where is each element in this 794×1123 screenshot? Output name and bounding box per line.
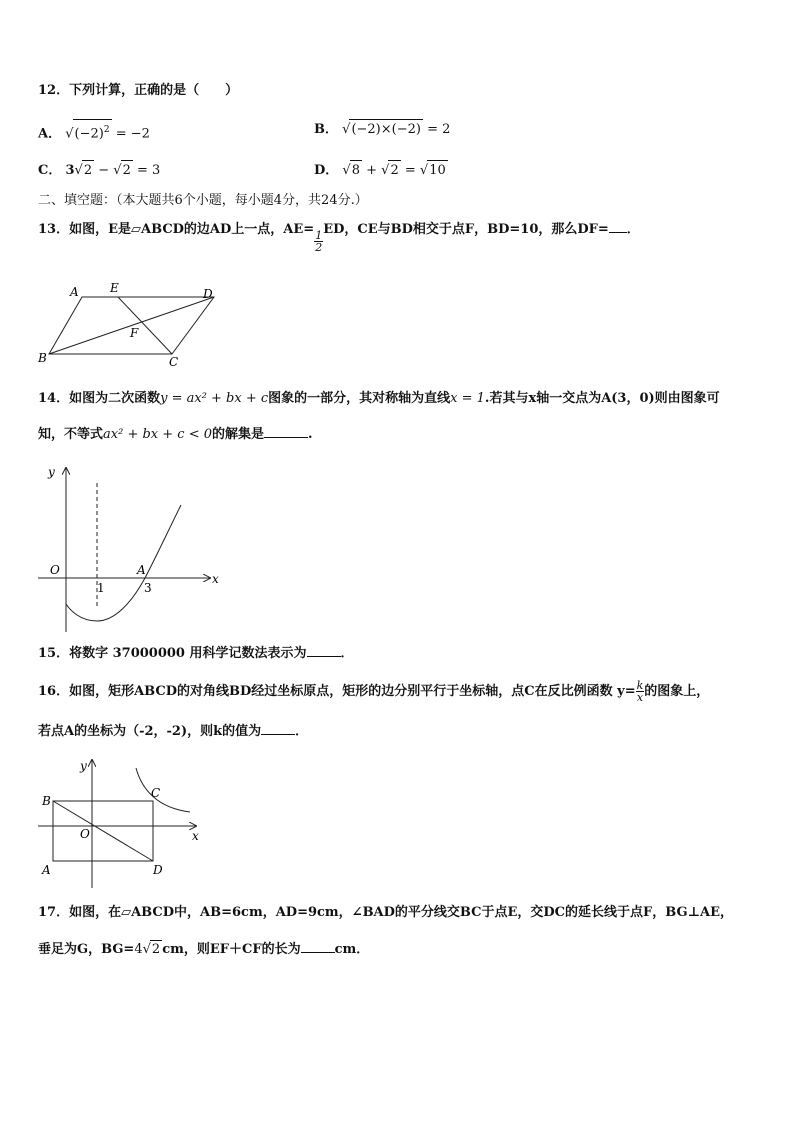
q14-text-f: . bbox=[308, 427, 313, 442]
label-d: D bbox=[153, 863, 163, 877]
radicand: 2 bbox=[151, 942, 161, 957]
radicand: 2 bbox=[388, 160, 400, 181]
q15-text: 15．将数字 37000000 用科学记数法表示为 bbox=[38, 646, 307, 661]
section-title: 二、填空题：（本大题共6个小题，每小题4分，共24分.） bbox=[38, 193, 368, 208]
q16-text-a: 16．如图，矩形ABCD的对角线BD经过坐标原点，矩形的边分别平行于坐标轴，点C在反比例函数 y= bbox=[38, 684, 636, 699]
q17-text-c: cm． bbox=[334, 942, 370, 957]
q17-line1: 17．如图，在▱ABCD中，AB=6cm，AD=9cm，∠BAD的平分线交BC于点E，交DC的延长线于点F，BG⊥AE， bbox=[38, 905, 734, 920]
q17-line2: 垂足为G，BG=4√2 cm，则EF＋CF的长为 cm． bbox=[38, 942, 370, 957]
label-b: B bbox=[42, 794, 51, 808]
inequality: ax² + bx + c < 0 bbox=[103, 427, 212, 442]
label-f: F bbox=[130, 326, 139, 340]
label-x: x bbox=[212, 572, 219, 586]
q13-stem-part1: 13．如图，E是▱ABCD的边AD上一点，AE= bbox=[38, 222, 315, 237]
answer-blank[interactable] bbox=[301, 952, 335, 953]
operator: − bbox=[94, 163, 114, 178]
equals: = bbox=[400, 163, 420, 178]
label-d: D bbox=[203, 287, 213, 301]
exponent: 2 bbox=[103, 125, 110, 135]
radicand: (−2)×(−2) bbox=[349, 119, 423, 140]
label-e: E bbox=[110, 281, 119, 295]
radicand: 8 bbox=[350, 160, 362, 181]
option-b-rest: = 2 bbox=[422, 122, 451, 137]
label-b: B bbox=[38, 351, 47, 365]
q17-text-b: cm，则EF＋CF的长为 bbox=[162, 942, 301, 957]
coefficient: 4 bbox=[134, 942, 143, 957]
q12-option-b[interactable]: B． √(−2)×(−2) = 2 bbox=[314, 119, 450, 140]
frac-denominator: x bbox=[636, 691, 644, 704]
label-a: A bbox=[137, 563, 146, 577]
q16-text-b: 的图象上， bbox=[644, 684, 710, 699]
operator: + bbox=[362, 163, 382, 178]
option-a-rest: = −2 bbox=[111, 126, 150, 142]
radicand: 2 bbox=[121, 160, 133, 181]
label-y: y bbox=[80, 759, 87, 773]
label-x: x bbox=[192, 829, 199, 843]
q14-text-b: 图象的一部分，其对称轴为直线 bbox=[268, 391, 451, 406]
q17-text-a: 垂足为G，BG= bbox=[38, 942, 135, 957]
coefficient: 3 bbox=[65, 163, 75, 178]
q13-stem-part2: ED，CE与BD相交于点F，BD=10，那么DF= bbox=[323, 222, 609, 237]
q12-stem: 12．下列计算，正确的是（ ） bbox=[38, 83, 239, 98]
option-label: B． bbox=[314, 122, 338, 137]
radicand: (−2) bbox=[74, 126, 104, 142]
hyperbola-branch bbox=[136, 768, 190, 812]
radicand: 10 bbox=[427, 160, 448, 181]
q14-text-a: 14．如图为二次函数 bbox=[38, 391, 161, 406]
q15-end: ． bbox=[340, 646, 354, 661]
label-c: C bbox=[151, 786, 161, 800]
diagonal-bd bbox=[53, 801, 153, 861]
q13-stem-end: ． bbox=[626, 222, 640, 237]
q14-text-e: 的解集是 bbox=[212, 427, 265, 442]
frac-numerator: k bbox=[636, 679, 644, 692]
quadratic-function: y = ax² + bx + c bbox=[160, 391, 269, 406]
q16-text-c: 若点A的坐标为（-2，-2)，则k的值为 bbox=[38, 724, 262, 739]
label-origin: O bbox=[80, 827, 90, 841]
label-c: C bbox=[169, 355, 179, 369]
q14-text-d: 知，不等式 bbox=[38, 427, 104, 442]
tick-3: 3 bbox=[144, 581, 152, 595]
q12-option-d[interactable]: D． √8 + √2 = √10 bbox=[314, 160, 448, 181]
symmetry-axis: x = 1 bbox=[450, 391, 485, 406]
radicand: 2 bbox=[82, 160, 94, 181]
label-origin: O bbox=[50, 563, 60, 577]
frac-numerator: 1 bbox=[315, 229, 323, 242]
label-y: y bbox=[48, 465, 55, 479]
option-label: A． bbox=[38, 126, 62, 142]
option-label: D． bbox=[314, 163, 339, 178]
q12-option-a[interactable]: A． $√(-2)^2 = -2$ bbox=[38, 119, 150, 144]
option-c-rest: = 3 bbox=[132, 163, 161, 178]
frac-denominator: 2 bbox=[315, 241, 323, 254]
tick-1: 1 bbox=[97, 581, 105, 595]
q16-text-d: ． bbox=[295, 724, 309, 739]
label-a: A bbox=[70, 285, 79, 299]
option-label: C． bbox=[38, 163, 62, 178]
q14-text-c: .若其与x轴一交点为A(3，0)则由图象可 bbox=[484, 391, 720, 406]
q12-option-c[interactable]: C． 3√2 − √2 = 3 bbox=[38, 160, 160, 181]
label-a: A bbox=[42, 863, 51, 877]
